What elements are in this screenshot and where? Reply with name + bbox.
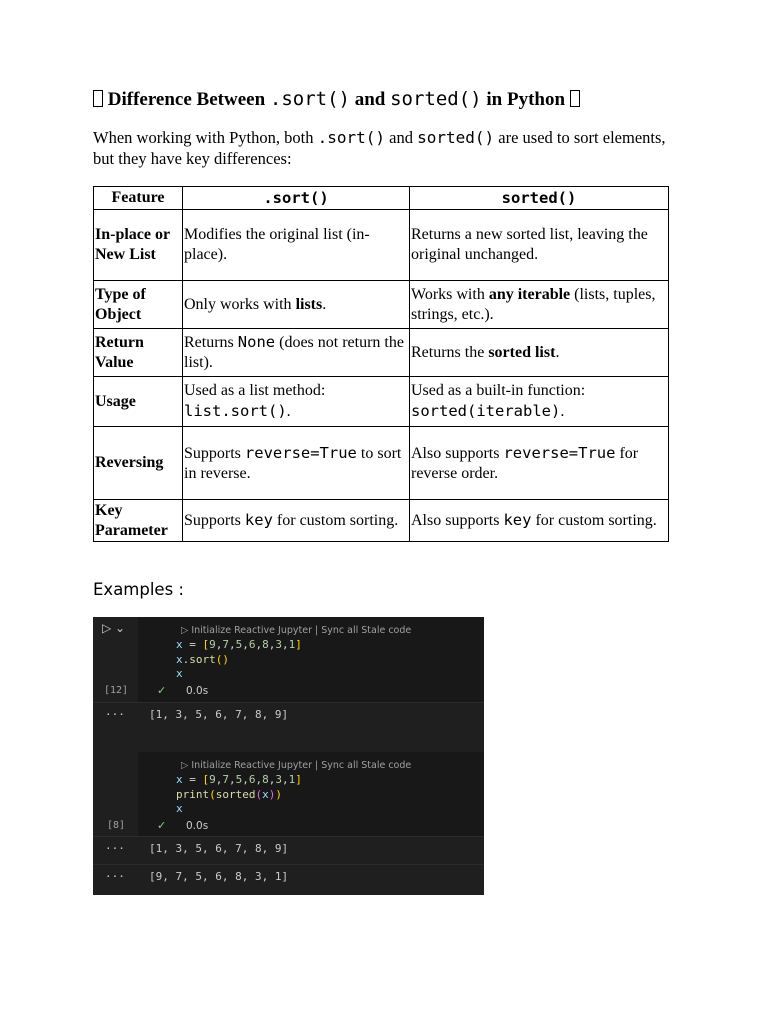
notebook-screenshot xyxy=(93,617,484,895)
sort-cell: Supports reverse=True to sort in reverse. xyxy=(183,427,410,500)
code-block: x = [9,7,5,6,8,3,1] x.sort() x xyxy=(176,638,302,680)
sorted-cell: Returns a new sorted list, leaving the original unchanged. xyxy=(410,210,669,281)
table-row xyxy=(94,500,669,542)
code-block: x = [9,7,5,6,8,3,1] print(sorted(x)) x xyxy=(176,773,302,815)
divider xyxy=(93,864,484,865)
table-row xyxy=(94,329,669,377)
table-row xyxy=(94,377,669,427)
missing-glyph-icon xyxy=(570,90,580,107)
table-row xyxy=(94,427,669,500)
cell-output: [1, 3, 5, 6, 7, 8, 9] xyxy=(149,708,289,721)
sorted-cell: Also supports key for custom sorting. xyxy=(410,500,669,542)
sorted-cell: Works with any iterable (lists, tuples, strings, etc.). xyxy=(410,281,669,329)
check-icon: ✓ xyxy=(157,819,167,832)
intro-paragraph: When working with Python, both .sort() and sorted() are used to sort elements, but they have key differences: xyxy=(93,128,666,168)
divider xyxy=(93,702,484,703)
cell-output: [9, 7, 5, 6, 8, 3, 1] xyxy=(149,870,289,883)
header-feature: Feature xyxy=(94,187,183,210)
examples-heading: Examples : xyxy=(93,580,184,599)
feature-cell: Return Value xyxy=(94,329,183,377)
play-icon: ▷ xyxy=(181,625,192,636)
reactive-jupyter-hint[interactable]: ▷ Initialize Reactive Jupyter | Sync all Stale code xyxy=(181,625,412,636)
sort-cell: Returns None (does not return the list). xyxy=(183,329,410,377)
execution-time: 0.0s xyxy=(186,685,209,697)
header-sort: .sort() xyxy=(183,187,410,210)
cell-output: [1, 3, 5, 6, 7, 8, 9] xyxy=(149,842,289,855)
sort-cell: Supports key for custom sorting. xyxy=(183,500,410,542)
page-title: Difference Between .sort() and sorted() in Python xyxy=(93,86,693,113)
run-cell-button[interactable]: ▷ ⌄ xyxy=(102,621,126,635)
table-row xyxy=(94,281,669,329)
output-prompt[interactable]: ··· xyxy=(105,870,125,883)
feature-cell: Key Parameter xyxy=(94,500,183,542)
sort-cell: Modifies the original list (in-place). xyxy=(183,210,410,281)
sort-cell: Used as a list method: list.sort(). xyxy=(183,377,410,427)
missing-glyph-icon xyxy=(93,90,103,107)
sorted-cell: Returns the sorted list. xyxy=(410,329,669,377)
output-prompt[interactable]: ··· xyxy=(105,842,125,855)
table-row xyxy=(94,210,669,281)
execution-count: [8] xyxy=(107,820,126,831)
divider xyxy=(93,836,484,837)
feature-cell: Type of Object xyxy=(94,281,183,329)
sorted-cell: Also supports reverse=True for reverse order. xyxy=(410,427,669,500)
table-header-row xyxy=(94,187,669,210)
output-prompt[interactable]: ··· xyxy=(105,708,125,721)
sort-cell: Only works with lists. xyxy=(183,281,410,329)
execution-count: [12] xyxy=(104,685,129,696)
sorted-cell: Used as a built-in function: sorted(iterable). xyxy=(410,377,669,427)
check-icon: ✓ xyxy=(157,684,167,697)
feature-cell: In-place or New List xyxy=(94,210,183,281)
comparison-table xyxy=(93,186,669,542)
header-sorted: sorted() xyxy=(410,187,669,210)
reactive-jupyter-hint[interactable]: ▷ Initialize Reactive Jupyter | Sync all Stale code xyxy=(181,760,412,771)
execution-time: 0.0s xyxy=(186,820,209,832)
feature-cell: Reversing xyxy=(94,427,183,500)
play-icon: ▷ xyxy=(181,760,192,771)
chevron-down-icon[interactable]: ⌄ xyxy=(115,621,126,635)
feature-cell: Usage xyxy=(94,377,183,427)
